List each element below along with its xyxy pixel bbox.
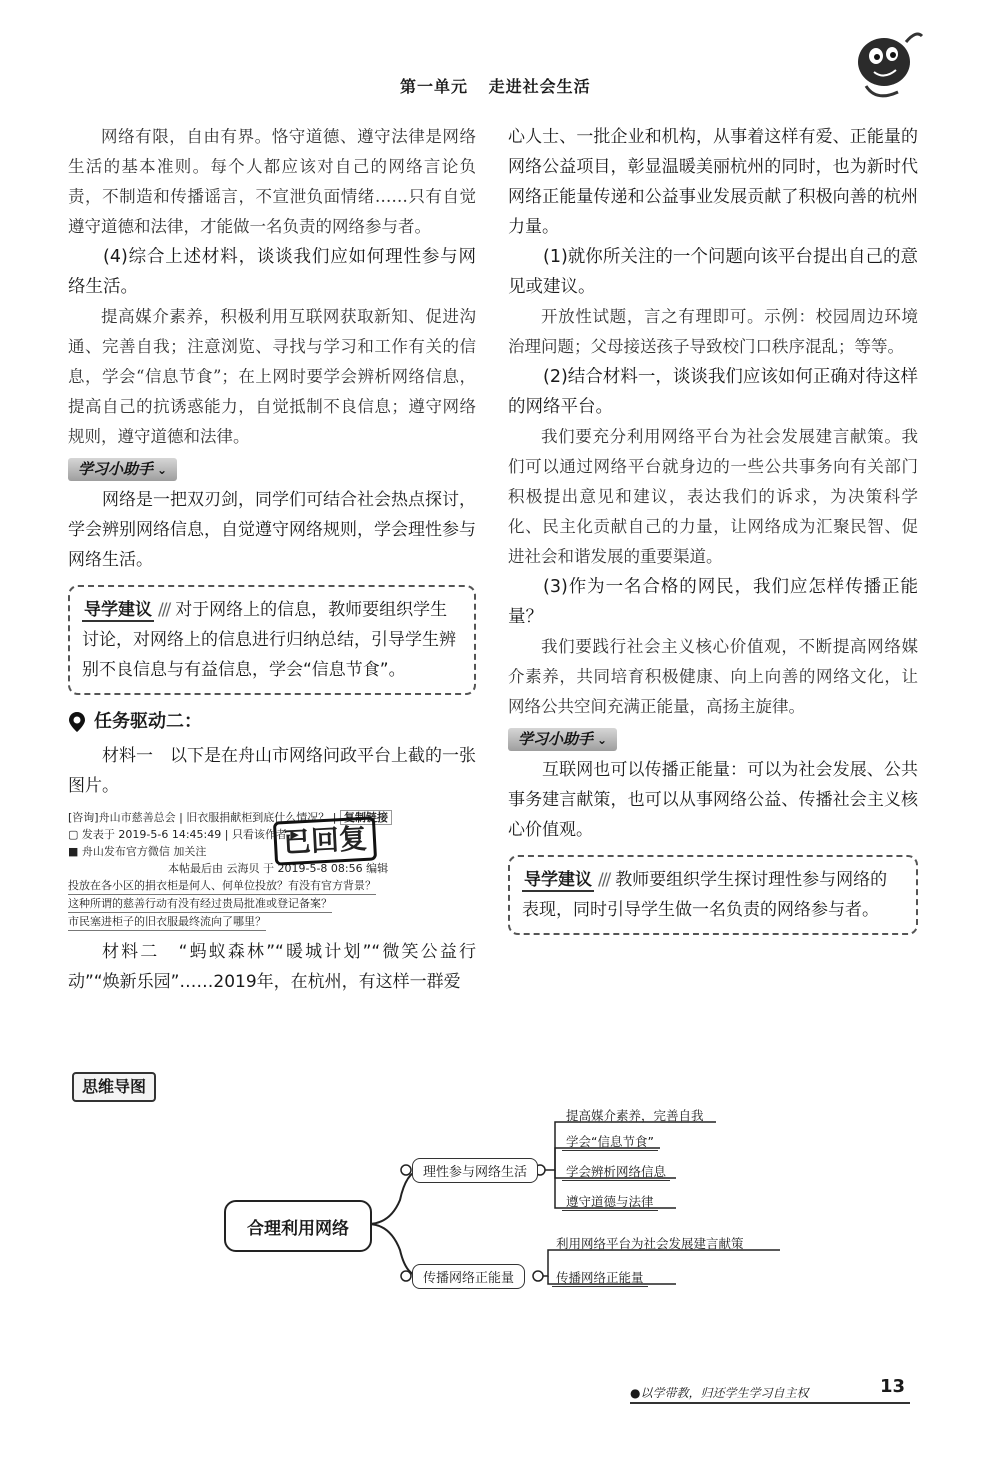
question-1: (1)就你所关注的一个问题向该平台提出自己的意见或建议。: [508, 247, 918, 297]
mindmap-branch: 传播网络正能量: [412, 1264, 525, 1289]
material-1: 材料一 以下是在舟山市网络问政平台上截的一张图片。: [68, 746, 476, 796]
forum-question: 这种所谓的慈善行动有没有经过贵局批准或登记备案？: [68, 895, 332, 913]
forum-question: 市民塞进柜子的旧衣服最终流向了哪里？: [68, 913, 266, 931]
document-icon: ▢: [68, 828, 79, 841]
study-helper-tag: 学习小助手 ⌄: [508, 728, 617, 751]
mindmap-leaf: 学会辨析网络信息: [562, 1162, 670, 1181]
unit-label: 第一单元: [400, 77, 469, 96]
chevron-down-icon: ⌄: [597, 733, 608, 747]
question-2: (2)结合材料一，谈谈我们应该如何正确对待这样的网络平台。: [508, 367, 918, 417]
task-title: 任务驱动二：: [68, 707, 476, 737]
mindmap-leaf: 利用网络平台为社会发展建言献策: [556, 1236, 744, 1251]
left-column: [68, 122, 476, 997]
chevron-down-icon: ⌄: [157, 463, 168, 477]
forum-screenshot: [68, 809, 476, 931]
question-4: (4)综合上述材料，谈谈我们应如何理性参与网络生活。: [68, 247, 476, 297]
footer-slogan: ●以学带教，归还学生学习自主权: [630, 1386, 809, 1400]
paragraph-continued: 心人士、一批企业和机构，从事着这样有爱、正能量的网络公益项目，彰显温暖美丽杭州的同时，也为新时代网络正能量传递和公益事业发展贡献了积极向善的杭州力量。: [508, 127, 918, 237]
study-helper-text: 网络是一把双刃剑，同学们可结合社会热点探讨，学会辨别网络信息，自觉遵守网络规则，学会理性参与网络生活。: [68, 490, 476, 570]
mindmap-leaf: 提高媒介素养，完善自我: [566, 1108, 704, 1123]
copy-link: 复制链接: [340, 810, 392, 825]
mindmap-branch: 理性参与网络生活: [412, 1158, 538, 1183]
mindmap-root: 合理利用网络: [224, 1200, 372, 1252]
paragraph: 网络有限，自由有界。恪守道德、遵守法律是网络生活的基本准则。每个人都应该对自己的网络言论负责，不制造和传播谣言，不宣泄负面情绪……只有自觉遵守道德和法律，才能做一名负责的网络参与者。: [68, 127, 476, 236]
mascot-icon: [836, 22, 926, 112]
forum-question: 投放在各小区的捐衣柜是何人、何单位投放？有没有官方背景？: [68, 877, 376, 895]
guide-label: 导学建议: [524, 870, 592, 890]
forum-post-meta: ▢ 发表于 2019-5-6 14:45:49 | 只看该作者 ▶: [68, 828, 299, 841]
mindmap-leaf: 传播网络正能量: [552, 1268, 648, 1287]
study-helper-tag: 学习小助手 ⌄: [68, 458, 177, 481]
mindmap-leaf: 学会“信息节食”: [562, 1132, 658, 1151]
guide-text: 教师要组织学生探讨理性参与网络的表现，同时引导学生做一名负责的网络参与者。: [522, 870, 888, 920]
answer-4: 提高媒介素养，积极利用互联网获取新知、促进沟通、完善自我；注意浏览、寻找与学习和工作有关的信息，学会“信息节食”；在上网时要学会辨析网络信息，提高自己的抗诱惑能力，自觉抵制不良信息；遵守网络规则，遵守道德和法律。: [68, 307, 476, 446]
slash-decoration: ///: [158, 600, 170, 620]
location-pin-icon: [68, 711, 86, 733]
page-number: 13: [880, 1376, 906, 1397]
running-header: [400, 74, 605, 97]
slash-decoration: ///: [598, 870, 610, 890]
material-2: 材料二 “蚂蚁森林”“暖城计划”“微笑公益行动”“焕新乐园”……2019年，在杭州，有这样一群爱: [68, 942, 476, 992]
unit-title: 走进社会生活: [488, 77, 591, 96]
forum-title-line: [咨询]舟山市慈善总会 | 旧衣服捐献柜到底什么情况？ | 复制链接: [68, 809, 476, 826]
forum-editor-note: 本帖最后由 云海贝 于 2019-5-8 08:56 编辑: [168, 862, 389, 875]
footer-rule: [630, 1402, 910, 1404]
guide-text: 对于网络上的信息，教师要组织学生讨论，对网络上的信息进行归纳总结，引导学生辨别不良信息与有益信息，学会“信息节食”。: [82, 600, 456, 680]
mindmap-connectors: [0, 1100, 1000, 1330]
guide-box: [508, 855, 918, 935]
mindmap-leaf: 遵守道德与法律: [562, 1192, 658, 1211]
forum-source: ■ 舟山发布官方微信 加关注: [68, 845, 207, 858]
mindmap-tag: 思维导图: [72, 1072, 156, 1102]
study-helper-text: 互联网也可以传播正能量：可以为社会发展、公共事务建言献策，也可以从事网络公益、传播社会主义核心价值观。: [508, 760, 918, 840]
right-column: [508, 122, 918, 947]
answer-3: 我们要践行社会主义核心价值观，不断提高网络媒介素养，共同培育积极健康、向上向善的网络文化，让网络公共空间充满正能量，高扬主旋律。: [508, 637, 918, 716]
answer-2: 我们要充分利用网络平台为社会发展建言献策。我们可以通过网络平台就身边的一些公共事务向有关部门积极提出意见和建议，表达我们的诉求，为决策科学化、民主化贡献自己的力量，让网络成为汇聚民智、促进社会和谐发展的重要渠道。: [508, 427, 918, 566]
answer-1: 开放性试题，言之有理即可。示例：校园周边环境治理问题；父母接送孩子导致校门口秩序混乱；等等。: [508, 307, 918, 356]
replied-stamp: 已回复: [273, 816, 377, 865]
square-icon: ■: [68, 845, 79, 858]
guide-label: 导学建议: [84, 600, 152, 620]
guide-box: [68, 585, 476, 695]
question-3: (3)作为一名合格的网民，我们应怎样传播正能量？: [508, 577, 918, 627]
